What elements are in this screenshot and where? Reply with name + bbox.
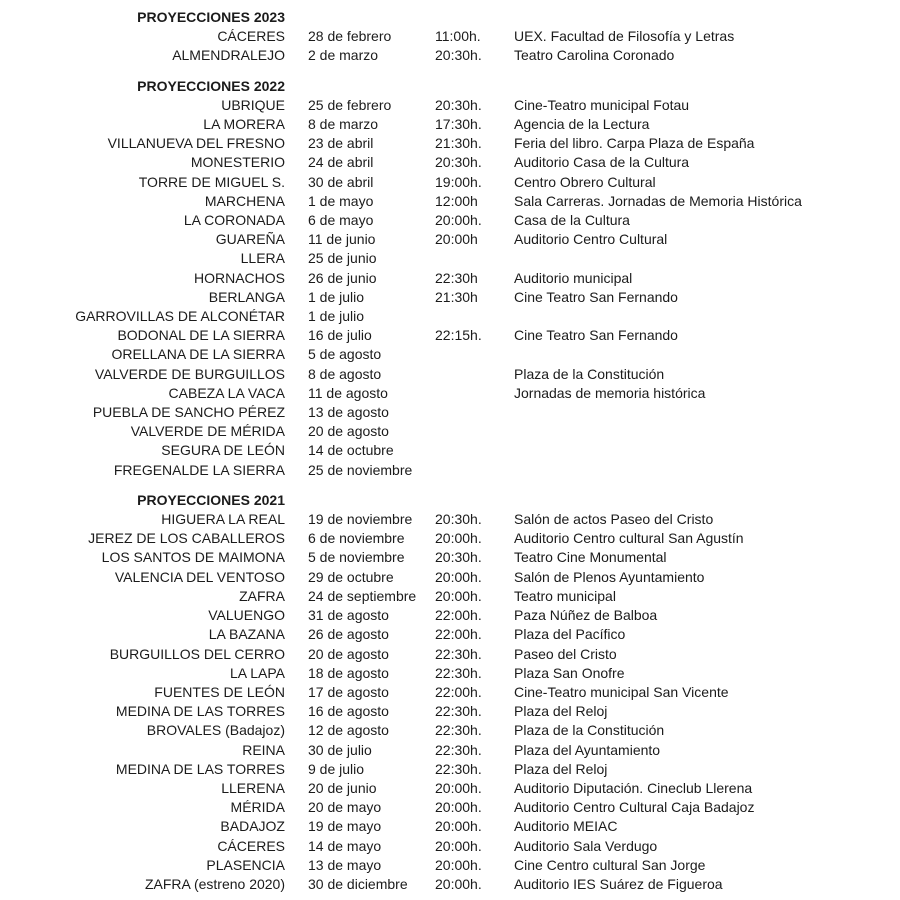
event-venue: Cine Centro cultural San Jorge [514, 856, 706, 873]
event-date: 12 de agosto [308, 722, 389, 739]
event-row [0, 441, 900, 460]
section-title: PROYECCIONES 2021 [137, 491, 285, 508]
event-row [0, 587, 900, 606]
event-date: 24 de septiembre [308, 587, 417, 604]
event-date: 20 de junio [308, 779, 377, 796]
event-city: MARCHENA [204, 192, 285, 209]
event-row [0, 606, 900, 625]
event-time: 20:00h. [435, 779, 482, 796]
event-city: LOS SANTOS DE MAIMONA [101, 549, 285, 566]
event-date: 25 de junio [308, 250, 377, 267]
event-city: ORELLANA DE LA SIERRA [111, 346, 285, 363]
event-venue: Plaza del Reloj [514, 703, 608, 720]
event-city: MÉRIDA [230, 799, 285, 816]
event-row [0, 96, 900, 115]
event-time: 20:00h. [435, 837, 482, 854]
event-row [0, 837, 900, 856]
event-date: 19 de noviembre [308, 511, 413, 528]
event-date: 14 de mayo [308, 837, 382, 854]
event-city: BERLANGA [208, 288, 285, 305]
event-date: 20 de mayo [308, 799, 382, 816]
event-venue: Plaza del Pacífico [514, 626, 626, 643]
event-venue: UEX. Facultad de Filosofía y Letras [514, 28, 735, 45]
event-time: 20:00h. [435, 530, 482, 547]
event-time: 20:00h. [435, 856, 482, 873]
event-date: 13 de mayo [308, 856, 382, 873]
event-city: CABEZA LA VACA [168, 384, 285, 401]
event-time: 20:30h. [435, 511, 482, 528]
event-city: CÁCERES [217, 837, 285, 854]
event-date: 16 de julio [308, 327, 372, 344]
event-venue: Auditorio Casa de la Cultura [514, 154, 690, 171]
event-date: 30 de julio [308, 741, 372, 758]
event-row [0, 779, 900, 798]
event-venue: Plaza de la Constitución [514, 722, 665, 739]
event-date: 26 de junio [308, 269, 377, 286]
event-date: 6 de mayo [308, 212, 374, 229]
event-row [0, 326, 900, 345]
event-row [0, 510, 900, 529]
event-venue: Plaza del Reloj [514, 760, 608, 777]
event-city: VALVERDE DE BURGUILLOS [94, 365, 285, 382]
event-city: VILLANUEVA DEL FRESNO [107, 135, 285, 152]
event-date: 24 de abril [308, 154, 374, 171]
event-date: 31 de agosto [308, 607, 389, 624]
event-row [0, 288, 900, 307]
event-row [0, 115, 900, 134]
projections-section [0, 8, 900, 66]
event-row [0, 817, 900, 836]
event-city: VALUENGO [208, 607, 285, 624]
event-time: 20:00h. [435, 568, 482, 585]
event-venue: Auditorio MEIAC [514, 818, 618, 835]
event-venue: Paseo del Cristo [514, 645, 617, 662]
event-row [0, 875, 900, 894]
event-city: LLERA [240, 250, 285, 267]
section-title: PROYECCIONES 2023 [137, 9, 285, 25]
event-time: 22:00h. [435, 607, 482, 624]
event-time: 21:30h [435, 288, 478, 305]
event-city: BADAJOZ [220, 818, 285, 835]
section-rows [0, 510, 900, 894]
event-venue: Sala Carreras. Jornadas de Memoria Histórica [514, 192, 802, 209]
event-city: MONESTERIO [190, 154, 285, 171]
event-venue: Paza Núñez de Balboa [514, 607, 658, 624]
event-row [0, 211, 900, 230]
section-rows [0, 96, 900, 480]
event-venue: Cine Teatro San Fernando [514, 288, 678, 305]
event-date: 26 de agosto [308, 626, 389, 643]
event-date: 8 de marzo [308, 116, 379, 133]
event-time: 22:00h. [435, 626, 482, 643]
event-venue: Teatro Cine Monumental [514, 549, 667, 566]
event-city: HORNACHOS [193, 269, 285, 286]
event-row [0, 365, 900, 384]
event-city: LA MORERA [203, 116, 285, 133]
event-venue: Teatro municipal [514, 587, 616, 604]
event-venue: Cine Teatro San Fernando [514, 327, 678, 344]
event-row [0, 548, 900, 567]
event-time: 20:30h. [435, 154, 482, 171]
event-row [0, 345, 900, 364]
event-city: TORRE DE MIGUEL S. [138, 173, 285, 190]
event-date: 17 de agosto [308, 683, 389, 700]
event-date: 5 de noviembre [308, 549, 405, 566]
event-row [0, 173, 900, 192]
event-time: 22:30h. [435, 645, 482, 662]
event-row [0, 192, 900, 211]
event-row [0, 307, 900, 326]
event-row [0, 645, 900, 664]
event-venue: Teatro Carolina Coronado [514, 47, 675, 64]
event-row [0, 702, 900, 721]
event-row [0, 27, 900, 46]
event-time: 20:00h. [435, 799, 482, 816]
event-city: ALMENDRALEJO [172, 47, 285, 64]
event-date: 1 de mayo [308, 192, 374, 209]
event-row [0, 134, 900, 153]
event-time: 22:30h. [435, 722, 482, 739]
section-header-row [0, 8, 900, 27]
event-date: 30 de diciembre [308, 875, 408, 892]
event-city: GARROVILLAS DE ALCONÉTAR [75, 308, 285, 325]
event-time: 22:30h. [435, 664, 482, 681]
event-city: LA LAPA [229, 664, 285, 681]
event-time: 22:30h. [435, 741, 482, 758]
event-date: 11 de junio [308, 231, 376, 248]
event-city: MEDINA DE LAS TORRES [115, 760, 285, 777]
event-venue: Cine-Teatro municipal San Vicente [514, 683, 729, 700]
event-time: 20:00h. [435, 818, 482, 835]
event-row [0, 664, 900, 683]
event-city: CÁCERES [217, 28, 285, 45]
event-date: 13 de agosto [308, 404, 389, 421]
event-city: BODONAL DE LA SIERRA [117, 327, 285, 344]
event-city: VALVERDE DE MÉRIDA [130, 423, 285, 440]
event-city: LA CORONADA [183, 212, 285, 229]
event-city: ZAFRA (estreno 2020) [144, 875, 285, 892]
event-venue: Auditorio Diputación. Cineclub Llerena [514, 779, 753, 796]
event-row [0, 153, 900, 172]
event-row [0, 230, 900, 249]
event-time: 22:15h. [435, 327, 482, 344]
event-row [0, 384, 900, 403]
event-row [0, 403, 900, 422]
event-city: PUEBLA DE SANCHO PÉREZ [92, 404, 285, 421]
event-date: 28 de febrero [308, 28, 392, 45]
event-venue: Auditorio Centro Cultural Caja Badajoz [514, 799, 755, 816]
event-time: 11:00h. [435, 28, 481, 45]
event-venue: Auditorio Sala Verdugo [514, 837, 658, 854]
event-time: 20:30h. [435, 96, 482, 113]
event-time: 12:00h [435, 192, 478, 209]
event-row [0, 529, 900, 548]
event-time: 20:00h. [435, 212, 482, 229]
event-city: PLASENCIA [206, 856, 285, 873]
section-title: PROYECCIONES 2022 [137, 77, 285, 94]
event-city: LA BAZANA [208, 626, 285, 643]
event-date: 11 de agosto [308, 384, 388, 401]
event-row [0, 741, 900, 760]
section-header-row [0, 77, 900, 96]
event-date: 19 de mayo [308, 818, 382, 835]
event-row [0, 798, 900, 817]
projections-section [0, 491, 900, 894]
event-date: 20 de agosto [308, 423, 389, 440]
event-venue: Cine-Teatro municipal Fotau [514, 96, 690, 113]
event-time: 20:30h. [435, 47, 482, 64]
event-city: UBRIQUE [221, 96, 285, 113]
projections-section [0, 77, 900, 480]
event-date: 5 de agosto [308, 346, 382, 363]
event-city: ZAFRA [239, 587, 285, 604]
event-date: 14 de octubre [308, 442, 394, 459]
section-rows [0, 27, 900, 65]
event-city: BROVALES (Badajoz) [146, 722, 285, 739]
event-row [0, 422, 900, 441]
event-row [0, 625, 900, 644]
event-row [0, 721, 900, 740]
event-row [0, 249, 900, 268]
event-row [0, 568, 900, 587]
event-time: 19:00h. [435, 173, 482, 190]
event-date: 25 de febrero [308, 96, 392, 113]
event-time: 20:00h. [435, 875, 482, 892]
event-date: 25 de noviembre [308, 461, 413, 478]
event-date: 30 de abril [308, 173, 374, 190]
event-city: JEREZ DE LOS CABALLEROS [88, 530, 285, 547]
event-venue: Feria del libro. Carpa Plaza de España [514, 135, 755, 152]
event-date: 16 de agosto [308, 703, 389, 720]
event-city: FUENTES DE LEÓN [154, 683, 285, 700]
event-row [0, 269, 900, 288]
event-venue: Auditorio Centro cultural San Agustín [514, 530, 744, 547]
event-date: 23 de abril [308, 135, 374, 152]
section-header-row [0, 491, 900, 510]
event-city: HIGUERA LA REAL [161, 511, 285, 528]
event-date: 29 de octubre [308, 568, 394, 585]
event-time: 20:00h. [435, 587, 482, 604]
event-city: VALENCIA DEL VENTOSO [114, 568, 285, 585]
event-time: 20:30h. [435, 549, 482, 566]
event-date: 2 de marzo [308, 47, 379, 64]
event-venue: Jornadas de memoria histórica [514, 384, 706, 401]
event-row [0, 46, 900, 65]
event-city: BURGUILLOS DEL CERRO [109, 645, 285, 662]
event-date: 8 de agosto [308, 365, 382, 382]
event-row [0, 760, 900, 779]
event-city: MEDINA DE LAS TORRES [115, 703, 285, 720]
event-city: GUAREÑA [215, 231, 285, 248]
event-venue: Auditorio IES Suárez de Figueroa [514, 875, 723, 892]
event-time: 22:00h. [435, 683, 482, 700]
event-date: 20 de agosto [308, 645, 389, 662]
event-city: LLERENA [221, 779, 285, 796]
event-venue: Plaza del Ayuntamiento [514, 741, 661, 758]
event-time: 22:30h [435, 269, 478, 286]
event-time: 20:00h [435, 231, 478, 248]
event-city: REINA [242, 741, 285, 758]
event-time: 22:30h. [435, 703, 482, 720]
event-row [0, 683, 900, 702]
event-venue: Salón de Plenos Ayuntamiento [514, 568, 705, 585]
event-venue: Centro Obrero Cultural [514, 173, 656, 190]
event-venue: Casa de la Cultura [514, 212, 630, 229]
event-time: 22:30h. [435, 760, 482, 777]
event-row [0, 856, 900, 875]
event-venue: Plaza San Onofre [514, 664, 625, 681]
event-date: 9 de julio [308, 760, 365, 777]
event-venue: Auditorio Centro Cultural [514, 231, 668, 248]
event-venue: Agencia de la Lectura [514, 116, 650, 133]
event-city: FREGENALDE LA SIERRA [113, 461, 285, 478]
event-date: 6 de noviembre [308, 530, 405, 547]
event-date: 1 de julio [308, 308, 365, 325]
event-city: SEGURA DE LEÓN [161, 442, 285, 459]
event-venue: Auditorio municipal [514, 269, 633, 286]
event-row [0, 461, 900, 480]
event-date: 18 de agosto [308, 664, 389, 681]
event-time: 17:30h. [435, 116, 482, 133]
event-venue: Salón de actos Paseo del Cristo [514, 511, 714, 528]
event-venue: Plaza de la Constitución [514, 365, 665, 382]
event-date: 1 de julio [308, 288, 365, 305]
event-time: 21:30h. [435, 135, 482, 152]
